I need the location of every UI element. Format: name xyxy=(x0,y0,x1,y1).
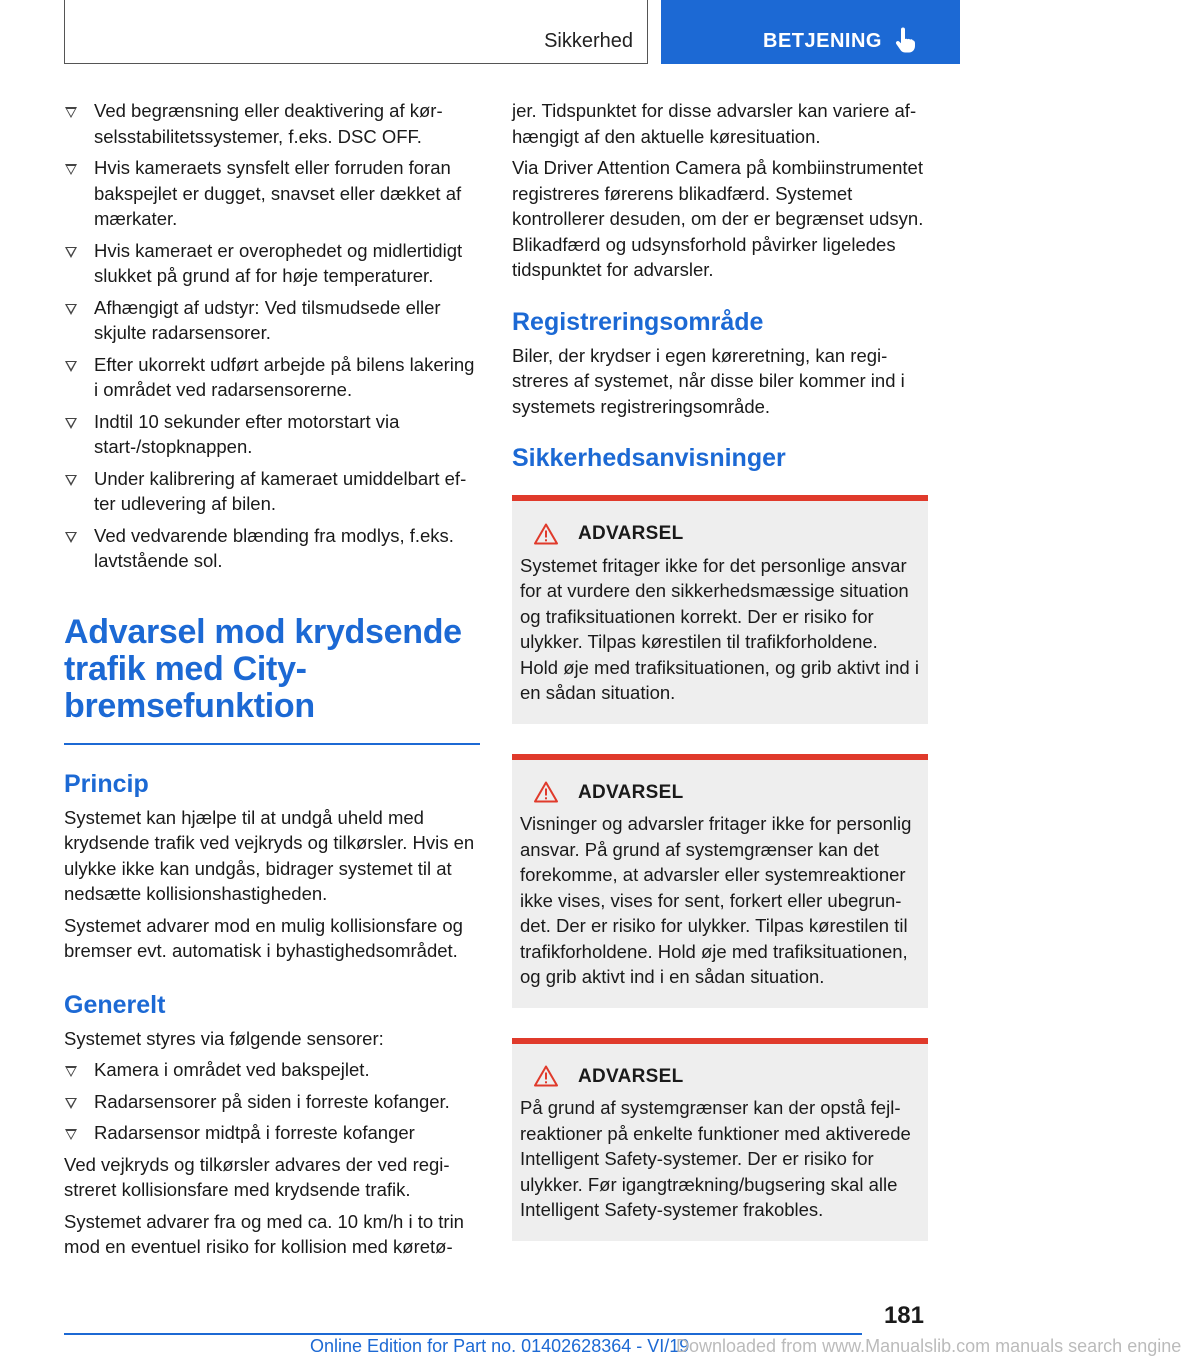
bullet-triangle-icon xyxy=(65,107,77,118)
paragraph: Systemet advarer mod en mulig kollisionsfare og bremser evt. automatisk i byhastighedsområdet. xyxy=(64,914,463,961)
pointing-hand-icon xyxy=(895,28,917,54)
list-item: Under kalibrering af kameraet umiddelbart efter udlevering af bilen. xyxy=(64,466,480,517)
warning-triangle-icon xyxy=(534,781,558,803)
left-column xyxy=(64,98,480,1266)
warning-title: ADVARSEL xyxy=(578,523,684,544)
paragraph: Systemet advarer fra og med ca. 10 km/h i to trin mod en eventuel risiko for kollision med køretø- xyxy=(64,1210,464,1257)
warning-text: Visninger og advarsler fritager ikke for personlig ansvar. På grund af systemgrænser kan det forekomme, at advarsler eller systemreaktioner ikke vises, vises for sent, forkert eller ubegrundet. Der er risiko for ulykker. Tilpas kørestilen til trafikforholdene. Hold øje med trafiksituationen, og grib aktivt ind i en sådan situation. xyxy=(520,813,912,987)
warning-box xyxy=(512,1038,928,1241)
section-heading-generelt: Generelt xyxy=(64,990,166,1019)
bullet-triangle-icon xyxy=(65,164,77,175)
section-heading-sikkerhedsanvisninger: Sikkerhedsanvisninger xyxy=(512,444,786,472)
bullet-triangle-icon xyxy=(65,304,77,315)
list-item: Radarsensorer på siden i forreste kofanger. xyxy=(64,1089,480,1115)
bullet-triangle-icon xyxy=(65,247,77,258)
warning-title: ADVARSEL xyxy=(578,1065,684,1087)
list-item: Hvis kameraets synsfelt eller forruden foran bakspejlet er dugget, snavset eller dækket af mærkater. xyxy=(64,155,480,232)
list-item: Radarsensor midtpå i forreste kofanger xyxy=(64,1120,480,1146)
bullet-triangle-icon xyxy=(65,475,77,486)
bullet-triangle-icon xyxy=(65,1129,77,1140)
edition-info: Online Edition for Part no. 01402628364 - VI/19 xyxy=(310,1336,690,1356)
paragraph: jer. Tidspunktet for disse advarsler kan variere afhængigt af den aktuelle køresituation. xyxy=(512,100,917,147)
paragraph: Ved vejkryds og tilkørsler advares der ved registreret kollisionsfare med krydsende trafik. xyxy=(64,1153,450,1200)
warning-triangle-icon xyxy=(534,523,558,545)
paragraph: Via Driver Attention Camera på kombiinstrumentet registreres førerens blikadfærd. Systemet kontrollerer desuden, om der er begrænset udsyn. Blikadfærd og udsynsforhold påvirker ligeledes tidspunktet for advarsler. xyxy=(512,157,924,280)
header-section-box xyxy=(64,0,648,64)
list-item: Indtil 10 sekunder efter motorstart via start-/stopknappen. xyxy=(64,409,480,460)
tab-label: BETJENING xyxy=(763,30,882,52)
right-column xyxy=(512,98,928,1271)
list-item: Kamera i området ved bakspejlet. xyxy=(64,1057,480,1083)
section-heading-princip: Princip xyxy=(64,769,149,798)
paragraph: Systemet styres via følgende sensorer: xyxy=(64,1027,384,1049)
bullet-triangle-icon xyxy=(65,1066,77,1077)
paragraph: Biler, der krydser i egen køreretning, kan registreres af systemet, når disse biler kommer ind i systemets registreringsområde. xyxy=(512,344,905,417)
section-title: Sikkerhed xyxy=(544,30,633,52)
warning-box xyxy=(512,495,928,724)
list-item: Afhængigt af udstyr: Ved tilsmudsede eller skjulte radarsensorer. xyxy=(64,295,480,346)
section-heading-registreringsomraade: Registreringsområde xyxy=(512,307,764,336)
list-item: Ved begrænsning eller deaktivering af kørselsstabilitetssystemer, f.eks. DSC OFF. xyxy=(64,98,480,149)
title-divider xyxy=(64,743,480,745)
warning-text: På grund af systemgrænser kan der opstå fejlreaktioner på enkelte funktioner med aktiverede Intelligent Safety-systemer. Der er risiko for ulykker. Før igangtrækning/bugsering skal alle Intelligent Safety-systemer frakobles. xyxy=(520,1097,911,1220)
page-number: 181 xyxy=(883,1302,924,1329)
list-item: Efter ukorrekt udført arbejde på bilens lakering i området ved radarsensorerne. xyxy=(64,352,480,403)
warning-box xyxy=(512,754,928,1008)
bullet-triangle-icon xyxy=(65,1098,77,1109)
warning-triangle-icon xyxy=(534,1065,558,1087)
sensors-list xyxy=(64,1057,480,1146)
warning-title: ADVARSEL xyxy=(578,781,684,803)
conditions-list xyxy=(64,98,480,574)
bullet-triangle-icon xyxy=(65,418,77,429)
bullet-triangle-icon xyxy=(65,532,77,543)
footer-divider xyxy=(64,1333,862,1335)
warning-text: Systemet fritager ikke for det personlige ansvar for at vurdere den sikkerhedsmæssige situation og trafiksituationen korrekt. Der er risiko for ulykker. Tilpas kørestilen til trafikforholdene. Hold øje med trafiksituationen, og grib aktivt ind i en sådan situation. xyxy=(520,554,919,703)
list-item: Hvis kameraet er overophedet og midlertidigt slukket på grund af for høje temperaturer. xyxy=(64,238,480,289)
tab-betjening[interactable] xyxy=(661,0,960,64)
bullet-triangle-icon xyxy=(65,361,77,372)
paragraph: Systemet kan hjælpe til at undgå uheld med krydsende trafik ved vejkryds og tilkørsler. Hvis en ulykke ikke kan undgås, bidrager systemet til at nedsætte kollisionshastigheden. xyxy=(64,806,475,904)
chapter-title: Advarsel mod krydsende trafik med City-bremsefunktion xyxy=(64,612,462,725)
list-item: Ved vedvarende blænding fra modlys, f.eks. lavtstående sol. xyxy=(64,523,480,574)
watermark: Downloaded from www.Manualslib.com manuals search engine xyxy=(676,1336,1181,1356)
